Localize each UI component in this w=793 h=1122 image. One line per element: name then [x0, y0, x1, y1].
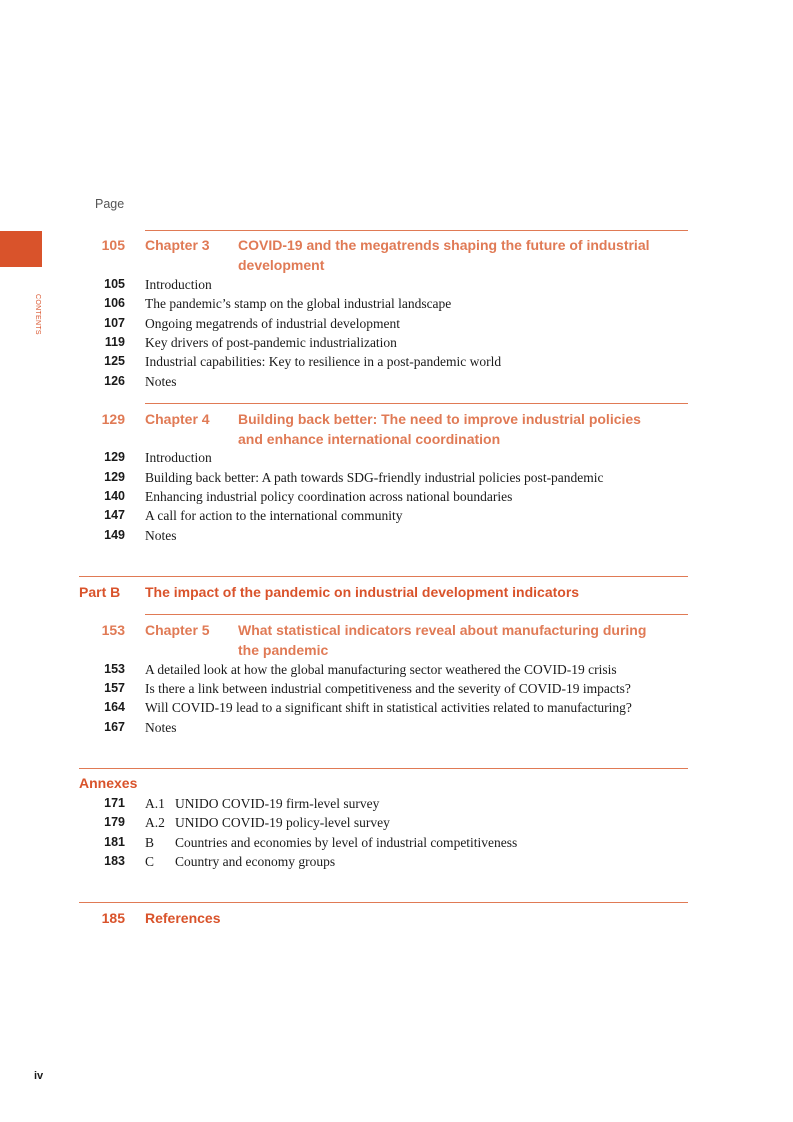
page-column-label: Page: [95, 197, 125, 211]
entry-page-number: 167: [104, 720, 125, 734]
entry-page-number: 140: [104, 489, 125, 503]
annex-code: A.1: [145, 796, 165, 811]
references-label: References: [145, 910, 221, 926]
annex-code: B: [145, 835, 155, 850]
divider-rule: [145, 230, 688, 231]
entry-title: Notes: [145, 720, 177, 735]
entry-page-number: 119: [104, 335, 125, 349]
toc-entry[interactable]: [0, 660, 793, 679]
entry-title: Is there a link between industrial competitiveness and the severity of COVID-19 impacts?: [145, 681, 631, 696]
entry-page-number: 153: [104, 662, 125, 676]
entry-title: Key drivers of post-pandemic industrialization: [145, 335, 397, 350]
page-folio: iv: [34, 1070, 44, 1082]
entry-page-number: 164: [104, 700, 125, 714]
entry-page-number: 129: [104, 470, 125, 484]
entry-title: Enhancing industrial policy coordination across national boundaries: [145, 489, 513, 504]
chapter-page-number: 129: [101, 411, 125, 427]
toc-entry[interactable]: [0, 506, 793, 525]
part-label: Part B: [79, 584, 121, 600]
entry-title: Notes: [145, 528, 177, 543]
annex-code: A.2: [145, 815, 165, 830]
entry-title: The pandemic’s stamp on the global industrial landscape: [145, 296, 452, 311]
chapter-page-number: 105: [101, 237, 125, 253]
toc-entry[interactable]: [0, 487, 793, 506]
chapter-label: Chapter 5: [145, 622, 210, 638]
annex-entry[interactable]: [0, 833, 793, 852]
part-title: The impact of the pandemic on industrial development indicators: [145, 584, 580, 600]
divider-rule: [145, 614, 688, 615]
entry-title: UNIDO COVID-19 firm-level survey: [175, 796, 380, 811]
toc-entry[interactable]: [0, 372, 793, 391]
toc-entry[interactable]: [0, 294, 793, 313]
chapter-page-number: 153: [101, 622, 125, 638]
entry-title: A call for action to the international community: [145, 508, 403, 523]
chapter-label: Chapter 3: [145, 237, 210, 253]
annex-code: C: [145, 854, 155, 869]
entry-page-number: 106: [104, 296, 125, 310]
annex-entry[interactable]: [0, 794, 793, 813]
chapter-title: COVID-19 and the megatrends shaping the future of industrial development: [238, 237, 650, 273]
entry-page-number: 105: [104, 277, 125, 291]
chapter-label: Chapter 4: [145, 411, 210, 427]
section-tab-marker: [0, 231, 42, 267]
entry-title: Will COVID-19 lead to a significant shift in statistical activities related to manufacturing?: [145, 700, 632, 715]
toc-entry[interactable]: [0, 352, 793, 371]
divider-rule: [79, 576, 688, 577]
toc-entry[interactable]: [0, 275, 793, 294]
annex-entry[interactable]: [0, 852, 793, 871]
toc-entry[interactable]: [0, 718, 793, 737]
divider-rule: [79, 768, 688, 769]
entry-page-number: 183: [104, 854, 125, 868]
entry-page-number: 125: [104, 354, 125, 368]
entry-page-number: 107: [104, 316, 125, 330]
entry-page-number: 181: [104, 835, 125, 849]
entry-page-number: 179: [104, 815, 125, 829]
entry-title: Building back better: A path towards SDG-friendly industrial policies post-pandemic: [145, 470, 604, 485]
entry-title: Industrial capabilities: Key to resilience in a post-pandemic world: [145, 354, 502, 369]
entry-title: A detailed look at how the global manufacturing sector weathered the COVID-19 crisis: [145, 662, 617, 677]
toc-entry[interactable]: [0, 698, 793, 717]
toc-entry[interactable]: [0, 314, 793, 333]
entry-page-number: 126: [104, 374, 125, 388]
chapter-title: What statistical indicators reveal about manufacturing during the pandemic: [238, 622, 647, 658]
entry-page-number: 147: [104, 508, 125, 522]
entry-title: Ongoing megatrends of industrial development: [145, 316, 400, 331]
toc-entry[interactable]: [0, 679, 793, 698]
entry-title: UNIDO COVID-19 policy-level survey: [175, 815, 390, 830]
toc-entry[interactable]: [0, 448, 793, 467]
entry-title: Countries and economies by level of industrial competitiveness: [175, 835, 518, 850]
annex-entry[interactable]: [0, 813, 793, 832]
divider-rule: [79, 902, 688, 903]
toc-entry[interactable]: [0, 468, 793, 487]
divider-rule: [145, 403, 688, 404]
section-side-label: CONTENTS: [34, 294, 41, 335]
annexes-heading[interactable]: Annexes: [79, 775, 138, 791]
entry-page-number: 149: [104, 528, 125, 542]
entry-page-number: 157: [104, 681, 125, 695]
entry-title: Introduction: [145, 277, 212, 292]
references-page-number: 185: [101, 910, 125, 926]
entry-title: Introduction: [145, 450, 212, 465]
entry-title: Notes: [145, 374, 177, 389]
entry-page-number: 129: [104, 450, 125, 464]
chapter-title: Building back better: The need to improve industrial policies and enhance international coordination: [238, 411, 641, 447]
entry-page-number: 171: [104, 796, 125, 810]
toc-entry[interactable]: [0, 333, 793, 352]
entry-title: Country and economy groups: [175, 854, 336, 869]
toc-entry[interactable]: [0, 526, 793, 545]
